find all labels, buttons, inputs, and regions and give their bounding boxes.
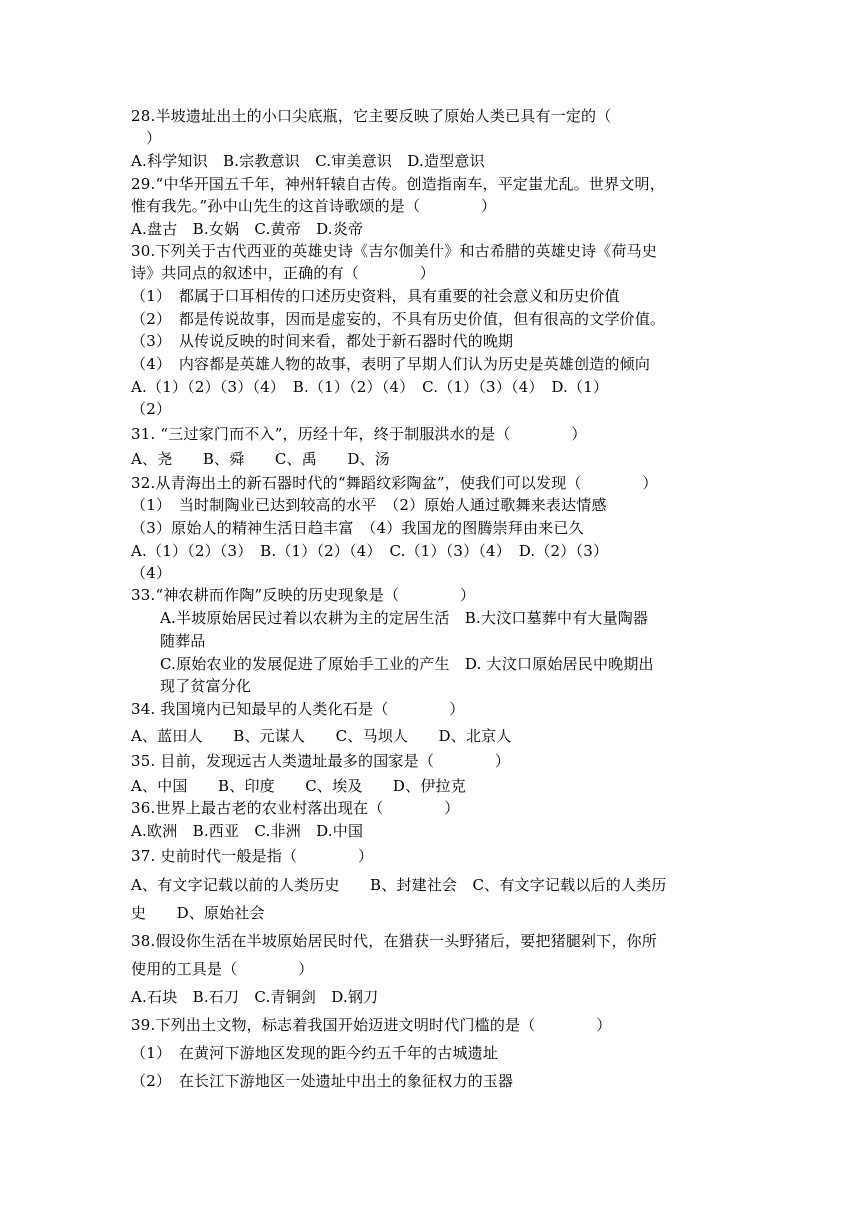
question-35-options: A、中国 B、印度 C、埃及 D、伊拉克 xyxy=(131,777,466,795)
question-30-stem-cont: 诗》共同点的叙述中，正确的有（ ） xyxy=(131,264,436,282)
question-37-options-cont: 史 D、原始社会 xyxy=(131,904,265,922)
question-32-stem: 32.从青海出土的新石器时代的“舞蹈纹彩陶盆”，使我们可以发现（ ） xyxy=(131,474,658,492)
question-38-options: A.石块 B.石刀 C.青铜剑 D.钢刀 xyxy=(131,988,379,1006)
question-30-item-2: （2） 都是传说故事，因而是虚妄的，不具有历史价值，但有很高的文学价值。 xyxy=(131,310,666,328)
question-30-options-cont: （2） xyxy=(131,400,172,418)
question-33-option-b-cont: 随葬品 xyxy=(160,632,206,650)
question-35-stem: 35. 目前，发现远古人类遗址最多的国家是（ ） xyxy=(131,752,511,770)
question-33-stem: 33.“神农耕而作陶”反映的历史现象是（ ） xyxy=(131,586,476,604)
question-33-option-c-d: C.原始农业的发展促进了原始手工业的产生 D. 大汶口原始居民中晚期出 xyxy=(160,655,654,673)
question-31-options: A、尧 B、舜 C、禹 D、汤 xyxy=(131,450,390,468)
question-39-item-2: （2） 在长江下游地区一处遗址中出土的象征权力的玉器 xyxy=(131,1072,514,1090)
question-30-item-4: （4） 内容都是英雄人物的故事，表明了早期人们认为历史是英雄创造的倾向 xyxy=(131,355,651,373)
question-30-item-1: （1） 都属于口耳相传的口述历史资料，具有重要的社会意义和历史价值 xyxy=(131,287,620,305)
question-28-options: A.科学知识 B.宗教意识 C.审美意识 D.造型意识 xyxy=(131,152,485,170)
question-32-options: A.（1）（2）（3） B.（1）（2）（4） C.（1）（3）（4） D.（2）（3） xyxy=(131,542,609,560)
question-30-stem: 30.下列关于古代西亚的英雄史诗《吉尔伽美什》和古希腊的英雄史诗《荷马史 xyxy=(131,242,658,260)
question-28-stem-cont: ） xyxy=(146,129,162,147)
question-29-options: A.盘古 B.女娲 C.黄帝 D.炎帝 xyxy=(131,220,364,238)
question-32-items-3-4: （3）原始人的精神生活日趋丰富 （4）我国龙的图腾崇拜由来已久 xyxy=(131,519,584,537)
question-39-item-1: （1） 在黄河下游地区发现的距今约五千年的古城遗址 xyxy=(131,1044,499,1062)
question-30-item-3: （3） 从传说反映的时间来看，都处于新石器时代的晚期 xyxy=(131,332,514,350)
question-38-stem-cont: 使用的工具是（ ） xyxy=(131,960,314,978)
question-31-stem: 31. “三过家门而不入”，历经十年，终于制服洪水的是（ ） xyxy=(131,425,587,443)
question-37-options: A、有文字记载以前的人类历史 B、封建社会 C、有文字记载以后的人类历 xyxy=(131,876,667,894)
question-33-option-d-cont: 现了贫富分化 xyxy=(160,677,252,695)
question-29-stem-cont: 惟有我先。”孙中山先生的这首诗歌颂的是（ ） xyxy=(131,197,497,215)
question-28-stem: 28.半坡遗址出土的小口尖底瓶，它主要反映了原始人类已具有一定的（ xyxy=(131,107,612,125)
question-33-option-a-b: A.半坡原始居民过着以农耕为主的定居生活 B.大汶口墓葬中有大量陶器 xyxy=(160,609,649,627)
question-30-options: A.（1）（2）（3）（4） B.（1）（2）（4） C.（1）（3）（4） D.（1） xyxy=(131,378,609,396)
question-34-options: A、蓝田人 B、元谋人 C、马坝人 D、北京人 xyxy=(131,727,512,745)
question-34-stem: 34. 我国境内已知最早的人类化石是（ ） xyxy=(131,700,465,718)
question-38-stem: 38.假设你生活在半坡原始居民时代，在猎获一头野猪后，要把猪腿剁下，你所 xyxy=(131,932,658,950)
question-39-stem: 39.下列出土文物，标志着我国开始迈进文明时代门槛的是（ ） xyxy=(131,1016,612,1034)
question-29-stem: 29.“中华开国五千年，神州轩辕自古传。创造指南车，平定蚩尤乱。世界文明， xyxy=(131,175,665,193)
question-36-stem: 36.世界上最古老的农业村落出现在（ ） xyxy=(131,799,460,817)
question-32-options-cont: （4） xyxy=(131,564,172,582)
question-32-items-1-2: （1） 当时制陶业已达到较高的水平 （2）原始人通过歌舞来表达情感 xyxy=(131,496,607,514)
question-36-options: A.欧洲 B.西亚 C.非洲 D.中国 xyxy=(131,822,364,840)
question-37-stem: 37. 史前时代一般是指（ ） xyxy=(131,847,374,865)
